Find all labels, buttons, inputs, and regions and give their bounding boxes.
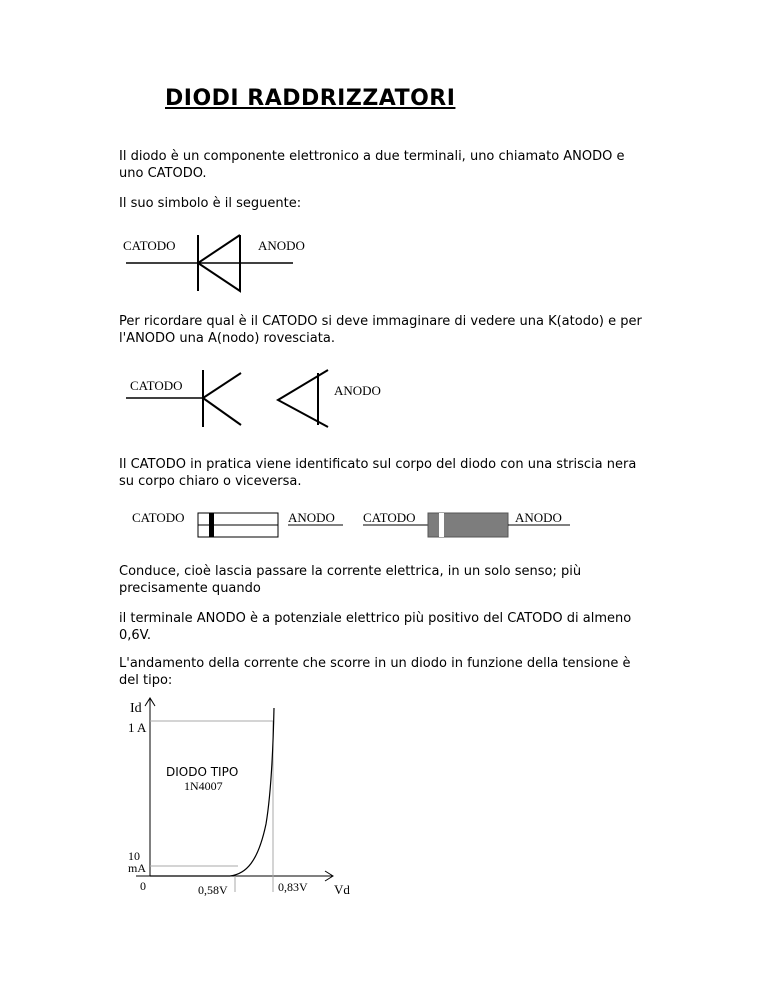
y-tick-one-amp: 1 A (128, 720, 147, 735)
paragraph-curve-intro: L'andamento della corrente che scorre in un diodo in funzione della tensione è del tipo: (119, 656, 631, 688)
paragraph-mnemonic: Per ricordare qual è il CATODO si deve immaginare di vedere una K(atodo) e per l'ANODO una A(nodo) rovesciata. (119, 314, 642, 346)
catodo-label: CATODO (123, 238, 176, 253)
paragraph-intro: Il diodo è un componente elettronico a due terminali, uno chiamato ANODO e uno CATODO. (119, 149, 625, 181)
graph-title-line2: 1N4007 (184, 779, 223, 793)
diode-symbol-figure (118, 225, 318, 300)
page-title: DIODI RADDRIZZATORI (165, 86, 456, 111)
paragraph-stripe: Il CATODO in pratica viene identificato sul corpo del diodo con una striscia nera su corpo chiaro o viceversa. (119, 457, 637, 489)
k-upper-arm (203, 373, 241, 398)
anodo-label: ANODO (334, 383, 381, 398)
k-a-mnemonic-figure (118, 365, 398, 440)
catodo-label: CATODO (363, 510, 416, 525)
a-shape (278, 370, 328, 427)
x-axis-label: Vd (334, 882, 350, 897)
k-lower-arm (203, 398, 241, 425)
y-axis-label: Id (130, 701, 142, 716)
anodo-label: ANODO (515, 510, 562, 525)
paragraph-conduction: Conduce, cioè lascia passare la corrente elettrica, in un solo senso; più precisamente quando (119, 564, 582, 596)
light-cathode-stripe (439, 513, 444, 537)
x-tick-max: 0,83V (278, 880, 308, 894)
anodo-label: ANODO (258, 238, 305, 253)
diode-body-figure (128, 505, 573, 540)
anodo-label: ANODO (288, 510, 335, 525)
origin-label: 0 (140, 879, 146, 893)
catodo-label: CATODO (132, 510, 185, 525)
paragraph-symbol: Il suo simbolo è il seguente: (119, 196, 302, 211)
catodo-label: CATODO (130, 378, 183, 393)
x-tick-knee: 0,58V (198, 883, 228, 897)
y-tick-ten-ma-1: 10 (128, 849, 140, 863)
graph-title-line1: DIODO TIPO (166, 765, 239, 779)
iv-characteristic-graph (118, 694, 368, 904)
y-tick-ten-ma-2: mA (128, 861, 146, 875)
paragraph-threshold: il terminale ANODO è a potenziale elettrico più positivo del CATODO di almeno 0,6V. (119, 611, 632, 643)
